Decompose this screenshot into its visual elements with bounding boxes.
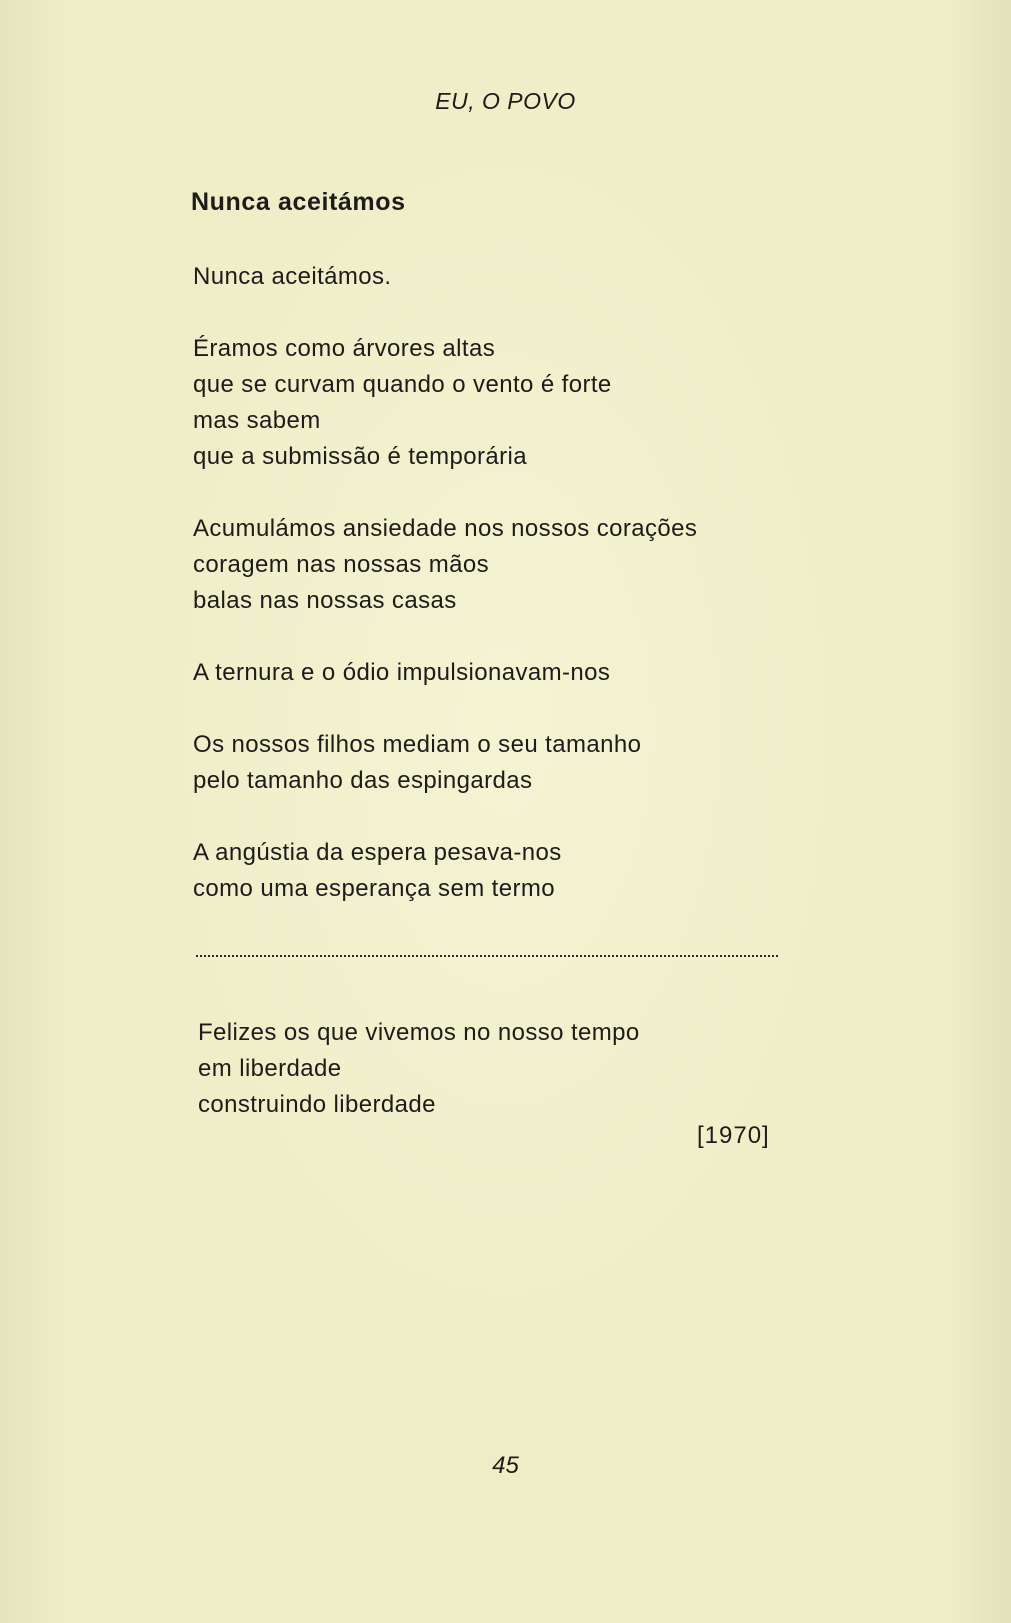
stanza-break: [193, 619, 793, 655]
poem-line: em liberdade: [198, 1055, 342, 1082]
poem-body: [193, 259, 793, 907]
poem-line: Felizes os que vivemos no nosso tempo: [198, 1019, 640, 1046]
poem-closing-stanza: [198, 1015, 798, 1123]
poem-line: A angústia da espera pesava-nos: [193, 839, 562, 866]
poem-line: Os nossos filhos mediam o seu tamanho: [193, 731, 642, 758]
poem-line: mas sabem: [193, 407, 321, 434]
dotted-omission-line: [196, 955, 778, 957]
poem-line: pelo tamanho das espingardas: [193, 767, 533, 794]
poem-line: como uma esperança sem termo: [193, 875, 556, 902]
stanza-break: [193, 475, 793, 511]
stanza-break: [193, 799, 793, 835]
running-head: EU, O POVO: [435, 88, 576, 114]
poem-line: balas nas nossas casas: [193, 587, 457, 614]
poem-line: que se curvam quando o vento é forte: [193, 371, 612, 398]
poem-line: coragem nas nossas mãos: [193, 551, 490, 578]
page-number: 45: [492, 1452, 519, 1479]
poem-date: [1970]: [697, 1122, 770, 1149]
poem-line: Acumulámos ansiedade nos nossos corações: [193, 515, 698, 542]
poem-line: Nunca aceitámos.: [193, 263, 392, 290]
stanza-break: [193, 295, 793, 331]
stanza-break: [193, 691, 793, 727]
poem-line: Éramos como árvores altas: [193, 335, 496, 362]
poem-line: que a submissão é temporária: [193, 443, 528, 470]
poem-title: Nunca aceitámos: [191, 188, 406, 216]
poem-line: A ternura e o ódio impulsionavam-nos: [193, 659, 611, 686]
poem-line: construindo liberdade: [198, 1091, 436, 1118]
